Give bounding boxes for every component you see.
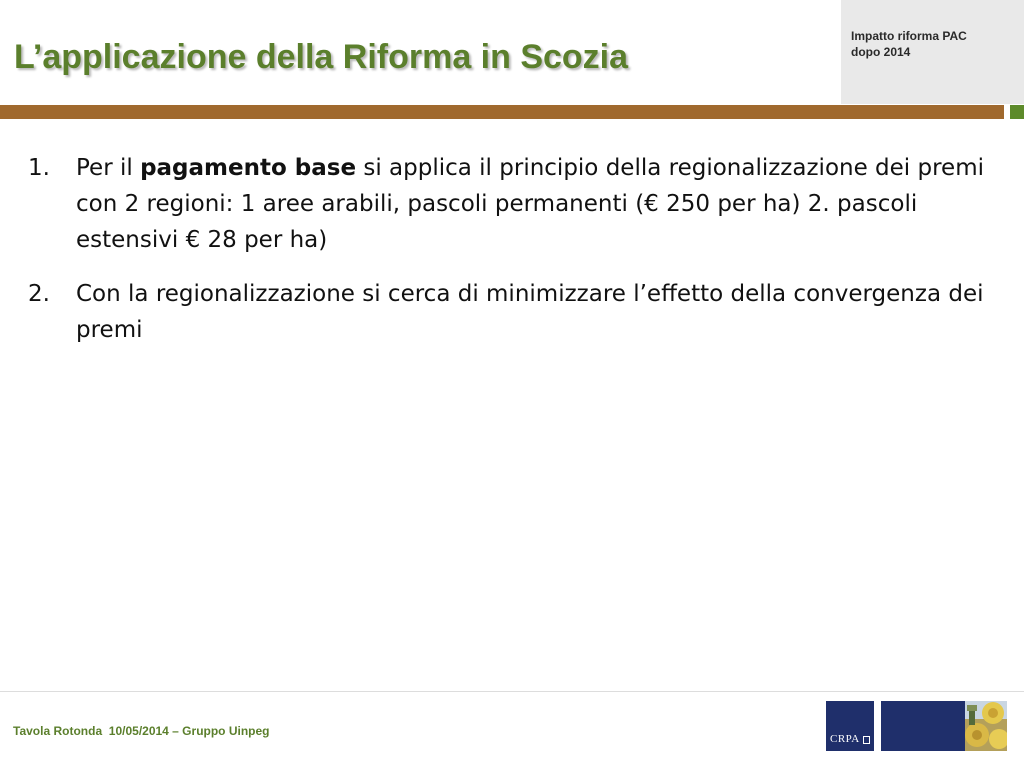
header-corner-label bbox=[851, 28, 1011, 60]
header-divider-green-square bbox=[1010, 105, 1024, 119]
corner-label-line-1: Impatto riforma PAC bbox=[851, 29, 967, 43]
list-item-text bbox=[76, 150, 1003, 258]
footer-divider bbox=[0, 691, 1024, 692]
list-item-text-post: si applica il principio della regionalizzazione dei premi con 2 regioni: 1 aree arabili, pascoli permanenti (€ 250 per ha) 2. pascoli estensivi € 28 per ha) bbox=[76, 155, 984, 253]
list-item-text-bold: pagamento base bbox=[140, 155, 357, 181]
footer-navy-block bbox=[881, 701, 965, 751]
crpa-logo bbox=[826, 701, 874, 751]
header-divider-brown bbox=[0, 105, 1004, 119]
list-item-text: Con la regionalizzazione si cerca di minimizzare l’effetto della convergenza dei premi bbox=[76, 281, 984, 343]
list-item bbox=[28, 150, 1003, 258]
crpa-logo-mark-icon bbox=[863, 736, 870, 744]
list-item-number: 2. bbox=[28, 281, 50, 307]
slide-title: L’applicazione della Riforma in Scozia bbox=[14, 38, 629, 76]
corner-label-line-2: dopo 2014 bbox=[851, 45, 911, 59]
footer-caption: Tavola Rotonda 10/05/2014 – Gruppo Uinpeg bbox=[13, 724, 270, 738]
hay-bales-photo-graphic bbox=[965, 701, 1007, 751]
list-item-text-pre: Per il bbox=[76, 155, 141, 181]
list-item bbox=[28, 276, 1003, 348]
slide-body bbox=[28, 150, 1003, 366]
crpa-logo-text: CRPA bbox=[830, 733, 860, 745]
list-item-number: 1. bbox=[28, 155, 50, 181]
hay-bales-photo bbox=[965, 701, 1007, 751]
